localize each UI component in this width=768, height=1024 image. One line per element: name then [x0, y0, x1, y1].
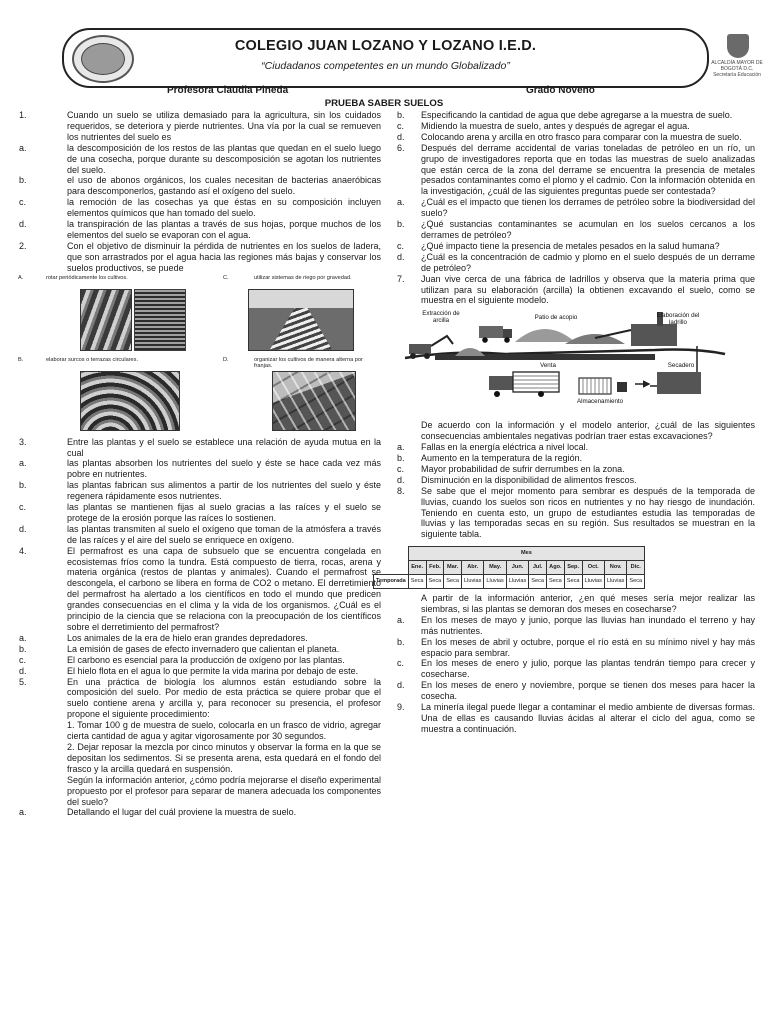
question-1: 1. Cuando un suelo se utiliza demasiado para la agricultura, sin los cuidados requeridos, se deteriora y pierde nutrientes. Una vía por la cual se remueven los nutrientes del suelo es: [19, 110, 381, 142]
option-3b: b. las plantas fabrican sus alimentos a partir de los nutrientes del suelo y éste regenera rápidamente esos nutrientes.: [19, 480, 381, 502]
option-8b: b. En los meses de abril y octubre, porque el río está en su mínimo nivel y hay más espacio para sembrar.: [397, 636, 755, 658]
image-a-caption: rotar periódicamente los cultivos.: [46, 274, 128, 281]
right-column: [376, 110, 755, 735]
month-header: Dic.: [627, 561, 645, 575]
option-3d: d. las plantas transmiten al suelo el oxígeno que toman de la atmósfera a través de las raíces y el aire del suelo se enriquece en oxígeno.: [19, 523, 381, 545]
month-header: Mar.: [444, 561, 462, 575]
question-2-image-grid: [16, 275, 381, 435]
season-cell: Seca: [444, 575, 462, 589]
season-cell: Lluvias: [484, 575, 506, 589]
excavator-icon: [409, 344, 431, 354]
option-6d: d. ¿Cuál es la concentración de cadmio y plomo en el suelo después de un derrame de petróleo?: [397, 251, 755, 273]
option-1c: c. la remoción de las cosechas ya que éstas en su composición incluyen elementos químicos que han tomado del suelo.: [19, 197, 381, 219]
image-b-caption: elaborar surcos o terrazas circulares.: [46, 356, 139, 363]
extraction-label: Extracción de arcilla: [422, 310, 460, 325]
season-cell: Seca: [627, 575, 645, 589]
month-header: Abr.: [462, 561, 484, 575]
month-header: Nov.: [604, 561, 626, 575]
option-5c: c. Midiendo la muestra de suelo, antes y después de agregar el agua.: [397, 120, 690, 131]
option-5d: d. Colocando arena y arcilla en otro frasco para comparar con la muestra de suelo.: [397, 131, 742, 142]
option-3c: c. las plantas se mantienen fijas al suelo gracias a las raíces y el suelo se protege de la erosión porque las raíces lo sostienen.: [19, 502, 381, 523]
grade-label: Grado Noveno: [526, 85, 595, 96]
image-d-caption: organizar los cultivos de manera alterna por franjas.: [254, 356, 363, 369]
image-a-letter: A.: [18, 274, 24, 281]
option-4a: a. Los animales de la era de hielo eran grandes depredadores.: [19, 632, 308, 643]
truck-icon: [479, 326, 503, 338]
month-header: Feb.: [426, 561, 444, 575]
season-cell: Seca: [529, 575, 547, 589]
option-5b: b. Especificando la cantidad de agua que debe agregarse a la muestra de suelo.: [397, 110, 733, 120]
season-table: [373, 546, 645, 589]
image-c-letter: C.: [223, 274, 229, 281]
month-header: Ene.: [408, 561, 426, 575]
season-cell: Lluvias: [582, 575, 604, 589]
season-cell: Lluvias: [462, 575, 484, 589]
option-1b: b. el uso de abonos orgánicos, los cuales necesitan de bacterias anaeróbicas para descomponerlos, gastando así el oxígeno del suelo.: [19, 175, 381, 197]
option-5a: a. Detallando el lugar del cuál proviene la muestra de suelo.: [19, 807, 297, 818]
gravity-irrigation-photo: [248, 289, 354, 351]
question-8: 8. Se sabe que el mejor momento para sembrar es después de la temporada de lluvias, cuando los suelos son ricos en nutrientes y no hay riesgo de inundación. Teniendo en cuenta esto, un grupo de estudiantes estudia las temporadas de lluvias y las temporadas secas en su región. Sus resultados se muestran en la siguiente tabla.: [397, 485, 755, 540]
teacher-name: Profesora Claudia Pineda: [167, 85, 289, 96]
question-9: 9. La minería ilegal puede llegar a contaminar el medio ambiente de diversas formas. Una de ellas es causando lluvias ácidas al alterar el ciclo del agua, como se muestra a continuación.: [397, 702, 755, 734]
season-cell: Seca: [426, 575, 444, 589]
question-7: 7. Juan vive cerca de una fábrica de ladrillos y observa que la materia prima que utilizan para su elaboración (arcilla) la obtienen excavando el suelo, como se muestra en el siguiente modelo.: [397, 273, 755, 306]
month-header: Jul.: [529, 561, 547, 575]
question-2: 2. Con el objetivo de disminuir la pérdida de nutrientes en los suelos de ladera, que son arrastrados por el agua hacia las regiones más bajas y conservar los suelos productivos, se puede: [19, 240, 381, 273]
dryer-label: Secadero: [667, 362, 695, 370]
image-b-letter: B.: [18, 356, 24, 363]
option-8c: c. En los meses de enero y julio, porque las plantas tendrán tiempo para crecer y cosecharse.: [397, 658, 755, 680]
option-7b: b. Aumento en la temperatura de la región.: [397, 453, 583, 464]
month-header: Oct.: [582, 561, 604, 575]
season-table-wrap: [373, 546, 755, 589]
season-cell: Seca: [547, 575, 565, 589]
month-header: Sep.: [564, 561, 582, 575]
question-3: 3. Entre las plantas y el suelo se establece una relación de ayuda mutua en la cual: [19, 436, 381, 458]
crop-rotation-photo-2: [134, 289, 186, 351]
sale-label: Venta: [540, 362, 556, 370]
month-header: Jun.: [506, 561, 528, 575]
month-group-header: Mes: [408, 547, 644, 561]
question-5-step-2: 2. Dejar reposar la mezcla por cinco minutos y observar la forma en la que se depositan los sedimentos. Si se presenta arena, esta quedará en el fondo del frasco y la arcilla quedará en suspensión.: [67, 741, 381, 774]
option-4c: c. El carbono es esencial para la producción de oxígeno por las plantas.: [19, 654, 345, 665]
brickmaking-label: Elaboración del ladrillo: [656, 312, 700, 327]
question-7-prompt: De acuerdo con la información y el modelo anterior, ¿cuál de las siguientes consecuencias ambientales negativas podrían traer estas excavaciones?: [421, 420, 755, 442]
season-cell: Seca: [408, 575, 426, 589]
question-8-prompt: A partir de la información anterior, ¿en qué meses sería mejor realizar las siembras, si las plantas se demoran dos meses en cosecharse?: [421, 593, 755, 614]
factory-icon: [631, 324, 677, 346]
crop-rotation-photo-1: [80, 289, 132, 351]
question-5: 5. En una práctica de biología los alumnos están estudiando sobre la composición del suelo. Por medio de esta práctica se quiere probar que el suelo contiene arena y arcilla y, para reconocer su presencia, el profesor propone el siguiente procedimiento:: [19, 676, 381, 720]
left-column: [16, 110, 381, 818]
option-6b: b. ¿Qué sustancias contaminantes se acumulan en los suelos cercanos a los derrames de petróleo?: [397, 219, 755, 240]
yard-label: Patio de acopio: [534, 314, 578, 322]
month-header: May.: [484, 561, 506, 575]
image-d-letter: D.: [223, 356, 229, 363]
school-name: COLEGIO JUAN LOZANO Y LOZANO I.E.D.: [234, 38, 537, 54]
option-7a: a. Fallas en la energía eléctrica a nivel local.: [397, 442, 589, 453]
terraces-photo: [80, 371, 180, 431]
image-c-caption: utilizar sistemas de riego por gravedad.: [254, 274, 352, 281]
question-5-prompt: Según la información anterior, ¿cómo podría mejorarse el diseño experimental propuesto por el profesor para separar de manera adecuada los componentes del suelo?: [67, 774, 381, 807]
option-4b: b. La emisión de gases de efecto invernadero que calientan el planeta.: [19, 643, 340, 654]
month-header: Ago.: [547, 561, 565, 575]
option-7c: c. Mayor probabilidad de sufrir derrumbes en la zona.: [397, 463, 625, 474]
option-7d: d. Disminución en la disponibilidad de alimentos frescos.: [397, 474, 637, 485]
option-8d: d. En los meses de enero y noviembre, porque se tienen dos meses para hacer la cosecha.: [397, 680, 755, 702]
question-6: 6. Después del derrame accidental de varias toneladas de petróleo en un río, un grupo de investigadores reporta que en todas las muestras de suelo analizadas que están cerca de la zona del derrame se encuentra la presencia de metales pesados contaminantes como el plomo y el cadmio. Con la información obtenida en la investigación, ¿cuál de las siguientes preguntas puede ser contestada?: [397, 142, 755, 197]
question-5-step-1: 1. Tomar 100 g de muestra de suelo, colocarla en un frasco de vidrio, agregar cierta cantidad de agua y agitar vigorosamente por 30 segundos.: [67, 720, 381, 742]
option-6c: c. ¿Qué impacto tiene la presencia de metales pesados en la salud humana?: [397, 240, 720, 251]
storage-label: Almacenamiento: [576, 398, 624, 406]
season-cell: Lluvias: [604, 575, 626, 589]
option-4d: d. El hielo flota en el agua lo que permite la vida marina por debajo de este.: [19, 665, 359, 676]
school-header-banner: [62, 28, 763, 88]
option-8a: a. En los meses de mayo y junio, porque las lluvias han inundado el terreno y hay más nutrientes.: [397, 614, 755, 636]
option-6a: a. ¿Cuál es el impacto que tienen los derrames de petróleo sobre la biodiversidad del suelo?: [397, 197, 755, 219]
option-3a: a. las plantas absorben los nutrientes del suelo y éste se hace cada vez más pobre en nutrientes.: [19, 458, 381, 480]
school-motto: “Ciudadanos competentes en un mundo Globalizado”: [261, 60, 510, 72]
question-4: 4. El permafrost es una capa de subsuelo que se encuentra congelada en ecosistemas fríos como la tundra. Está compuesto de tierra, rocas, arena y materia orgánica (restos de plantas y animales). Cuando el permafrost se descongela, el carbono se libera en forma de CO2 o metano. El derretimiento del permafrost ha alertado a los científicos en todo el mundo que predicen grandes consecuencias en el clima y la vida de los organismos. ¿Cuál es el principio de la ciencia que se relaciona con la preocupación de los científicos sobre el derretimiento del permafrost?: [19, 545, 381, 632]
option-1d: d. la transpiración de las plantas a través de sus hojas, porque muchos de los elementos del suelo se evaporan con el agua.: [19, 219, 381, 240]
option-1a: a. la descomposición de los restos de las plantas que quedan en el suelo luego de una cosecha, porque durante su descomposición se agotan los nutrientes del suelo.: [19, 142, 381, 175]
exam-title: PRUEBA SABER SUELOS: [324, 98, 444, 109]
bogota-education-logo: ALCALDÍA MAYOR DE BOGOTÁ D.C. Secretaría Educación: [709, 34, 765, 86]
strip-cropping-photo: [272, 371, 356, 431]
season-cell: Seca: [564, 575, 582, 589]
season-cell: Lluvias: [506, 575, 528, 589]
brick-factory-diagram: [395, 310, 755, 418]
season-row-header: Temporada: [374, 575, 409, 589]
